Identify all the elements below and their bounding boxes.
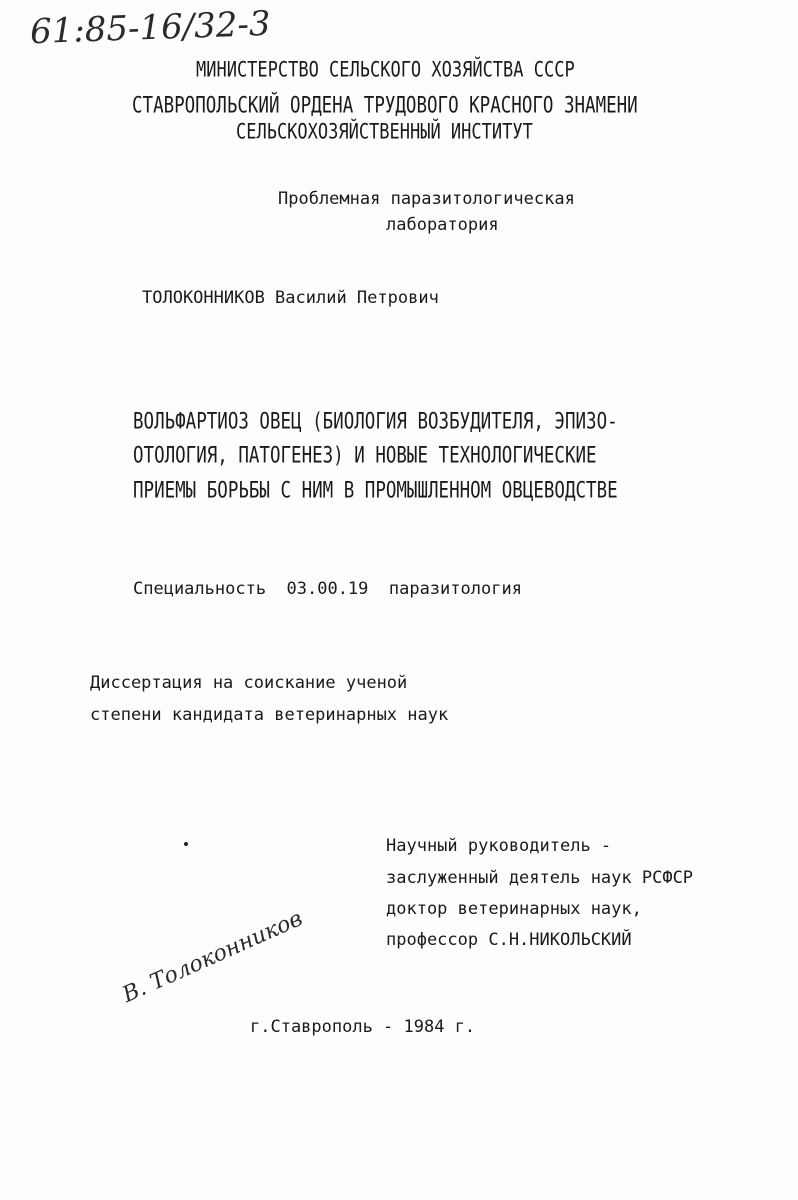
laboratory-line2: лаборатория [386,215,499,235]
laboratory-line1: Проблемная паразитологическая [278,189,575,209]
dissertation-line1: Диссертация на соискание ученой [90,673,408,693]
supervisor-line1: Научный руководитель - [386,836,612,856]
supervisor-line2: заслуженный деятель наук РСФСР [386,868,694,888]
ink-dot [184,842,188,846]
institute-name-line2: СЕЛЬСКОХОЗЯЙСТВЕННЫЙ ИНСТИТУТ [236,119,533,145]
specialty: Специальность 03.00.19 паразитология [133,579,522,599]
dissertation-line2: степени кандидата ветеринарных наук [90,705,449,725]
archive-code: 61:85-16/32-3 [29,3,272,53]
title-line3: ПРИЕМЫ БОРЬБЫ С НИМ В ПРОМЫШЛЕННОМ ОВЦЕВОДСТВЕ [133,478,618,504]
ministry-name: МИНИСТЕРСТВО СЕЛЬСКОГО ХОЗЯЙСТВА СССР [196,57,575,83]
author-signature: В. Толоконников [118,906,307,1008]
institute-name-line1: СТАВРОПОЛЬСКИЙ ОРДЕНА ТРУДОВОГО КРАСНОГО ЗНАМЕНИ [132,93,638,119]
supervisor-line4: профессор С.Н.НИКОЛЬСКИЙ [386,930,632,950]
title-line1: ВОЛЬФАРТИОЗ ОВЕЦ (БИОЛОГИЯ ВОЗБУДИТЕЛЯ, ЭПИЗО- [133,409,618,435]
supervisor-line3: доктор ветеринарных наук, [386,899,642,919]
title-line2: ОТОЛОГИЯ, ПАТОГЕНЕЗ) И НОВЫЕ ТЕХНОЛОГИЧЕСКИЕ [133,443,597,469]
place-year: г.Ставрополь - 1984 г. [250,1017,476,1037]
author-name: ТОЛОКОННИКОВ Василий Петрович [142,288,439,308]
